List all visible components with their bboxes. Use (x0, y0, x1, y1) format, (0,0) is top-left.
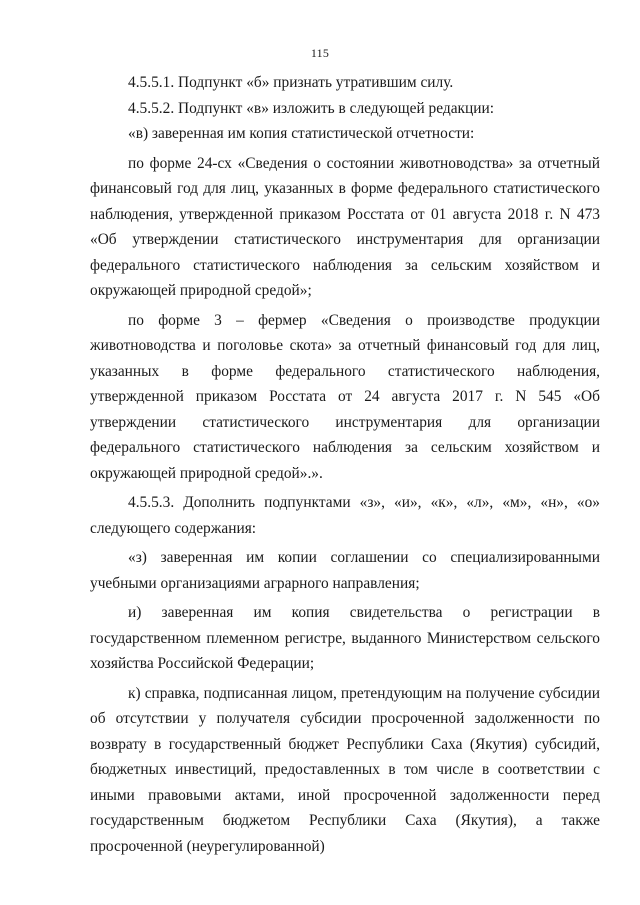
form-3-farmer-paragraph: по форме 3 – фермер «Сведения о производстве продукции животноводства и поголовье скота» за отчетный финансовый год для лиц, указанных в форме федерального статистического наблюдения, утвержденной приказом Росстата от 24 августа 2017 г. N 545 «Об утверждении статистического инструментария для организации федерального статистического наблюдения за сельским хозяйством и окружающей природной средой».». (90, 311, 600, 482)
paragraph-4-5-5-3: 4.5.5.3. Дополнить подпунктами «з», «и», «к», «л», «м», «н», «о» следующего содержания: (90, 494, 600, 537)
subpoint-v-intro: «в) заверенная им копия статистической отчетности: (128, 125, 475, 142)
document-body (90, 70, 600, 863)
form-24-sh-paragraph: по форме 24-сх «Сведения о состоянии животноводства» за отчетный финансовый год для лиц, указанных в форме федерального статистического наблюдения, утвержденной приказом Росстата от 01 августа 2018 г. N 473 «Об утверждении статистического инструментария для организации федерального статистического наблюдения за сельским хозяйством и окружающей природной средой»; (90, 154, 600, 299)
paragraph-4-5-5-2: 4.5.5.2. Подпункт «в» изложить в следующей редакции: (128, 99, 494, 117)
page-number: 115 (310, 46, 330, 60)
paragraph-4-5-5-1: 4.5.5.1. Подпункт «б» признать утратившим силу. (128, 74, 454, 91)
subpoint-z-paragraph: «з) заверенная им копии соглашении со специализированными учебными организациями аграрного направления; (90, 549, 600, 592)
subpoint-i-paragraph: и) заверенная им копия свидетельства о регистрации в государственном племенном регистре, выданного Министерством сельского хозяйства Российской Федерации; (90, 604, 600, 672)
subpoint-k-paragraph: к) справка, подписанная лицом, претендующим на получение субсидии об отсутствии у получателя субсидии просроченной задолженности по возврату в государственный бюджет Республики Саха (Якутия) субсидий, бюджетных инвестиций, предоставленных в том числе в соответствии с иными правовыми актами, иной просроченной задолженности перед государственным бюджетом Республики Саха (Якутия), а также просроченной (неурегулированной) (90, 684, 600, 855)
